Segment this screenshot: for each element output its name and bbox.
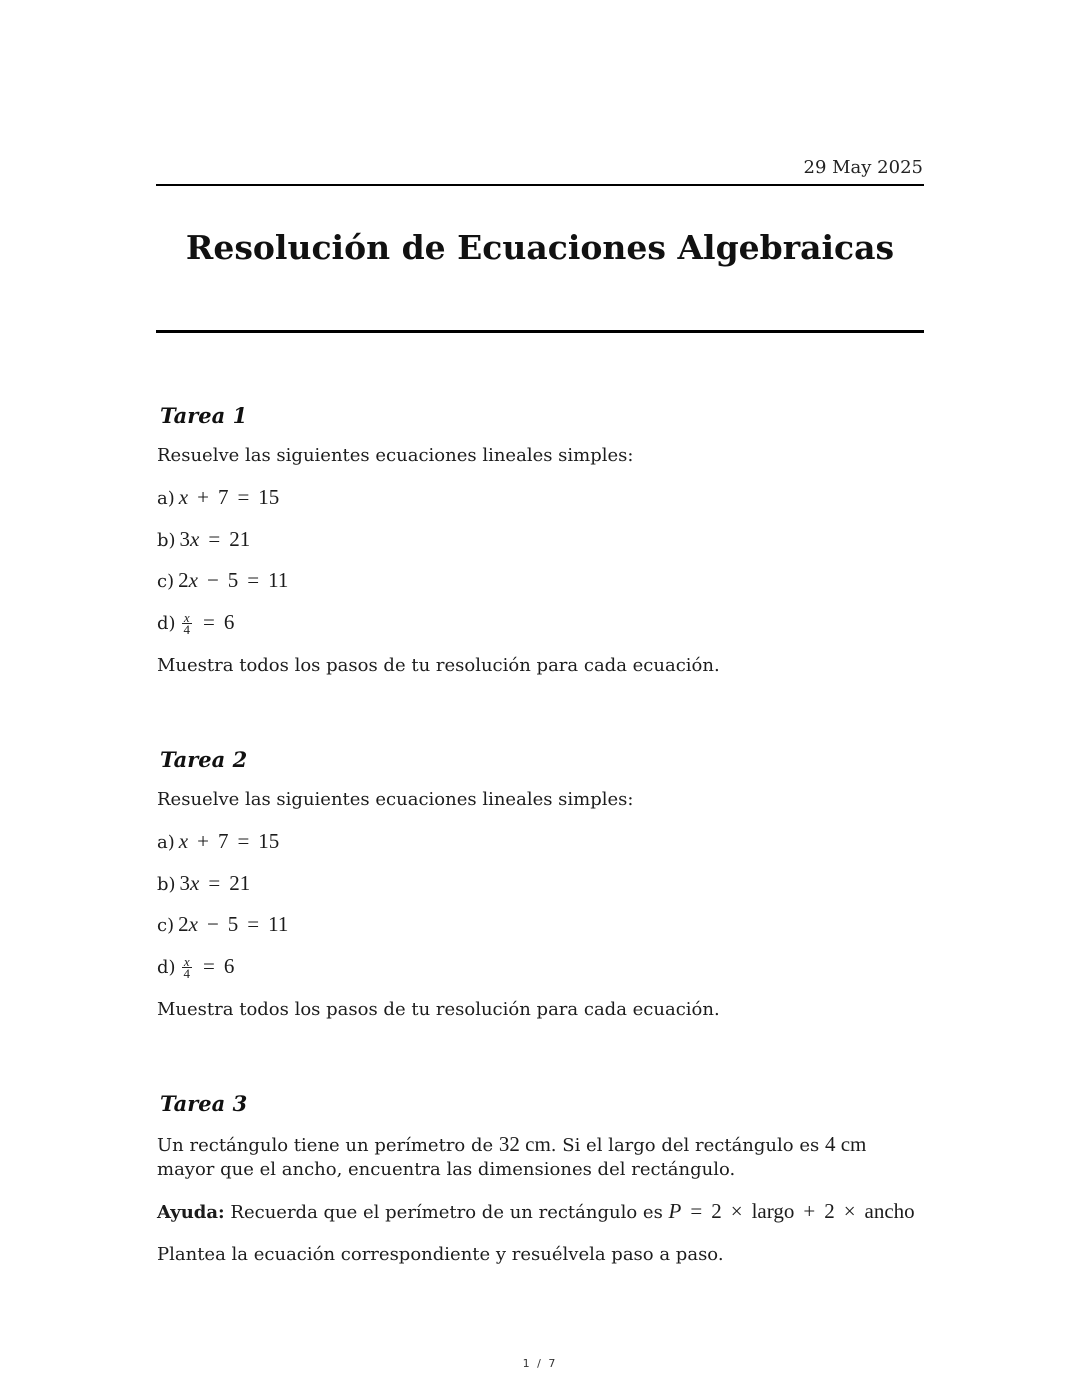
task-2: [157, 747, 927, 1022]
equation-label: a): [157, 832, 175, 853]
coefficient: 2: [178, 568, 189, 592]
fraction-numerator: x: [182, 956, 193, 968]
rhs-value: 6: [223, 609, 235, 634]
page-number: 1 / 7: [522, 1357, 558, 1370]
fraction: [182, 953, 193, 981]
variable: x: [190, 526, 200, 551]
operator: −: [206, 912, 219, 936]
hint-label: Ayuda:: [157, 1202, 225, 1223]
constant: 5: [227, 912, 239, 936]
equation-label: d): [157, 612, 176, 634]
task-1: [157, 403, 927, 678]
fraction-denominator: 4: [183, 965, 191, 981]
task-closing: Muestra todos los pasos de tu resolución para cada ecuación.: [157, 655, 720, 676]
constant: 5: [227, 568, 239, 592]
rhs-value: 11: [268, 912, 289, 936]
equation-b: b) 3x = 21: [157, 526, 251, 551]
equation-a: a) x + 7 = 15: [157, 829, 280, 853]
equation-label: a): [157, 488, 175, 509]
equation-c: c) 2x − 5 = 11: [157, 568, 289, 592]
coefficient: 3: [179, 870, 191, 895]
operator: +: [197, 485, 209, 509]
rhs-value: 15: [258, 829, 280, 853]
equation-d: d) $\frac{x}{4}$ = 6: [157, 609, 235, 637]
equation-label: c): [157, 571, 175, 592]
equation-c: c) 2x − 5 = 11: [157, 912, 289, 936]
rhs-value: 11: [268, 568, 289, 592]
task-heading: Tarea 3: [160, 1091, 248, 1116]
fraction-numerator: x: [182, 612, 193, 624]
task-heading: Tarea 1: [160, 403, 248, 428]
equation-d: d) $\frac{x}{4}$ = 6: [157, 953, 235, 981]
coefficient: 3: [179, 526, 191, 551]
header-rule: [156, 184, 924, 186]
perimeter-formula: P = 2 × largo + 2 × ancho: [668, 1199, 915, 1223]
perimeter-value: 32 cm: [498, 1132, 551, 1156]
task-problem: Un rectángulo tiene un perímetro de 32 cm. Si el largo del rectángulo es 4 cm mayor que el ancho, encuentra las dimensiones del rectángulo.: [157, 1132, 867, 1180]
variable: x: [178, 829, 189, 853]
document-date: 29 May 2025: [803, 157, 923, 178]
fraction-denominator: 4: [183, 621, 191, 637]
task-closing: Muestra todos los pasos de tu resolución para cada ecuación.: [157, 999, 720, 1020]
equation-label: b): [157, 529, 176, 551]
task-closing: Plantea la ecuación correspondiente y resuélvela paso a paso.: [157, 1244, 724, 1265]
equation-label: b): [157, 873, 176, 895]
variable: x: [188, 568, 198, 592]
task-intro: Resuelve las siguientes ecuaciones lineales simples:: [157, 789, 634, 810]
difference-value: 4 cm: [824, 1132, 867, 1156]
variable: x: [178, 485, 189, 509]
task-heading: Tarea 2: [160, 747, 248, 772]
document-title: Resolución de Ecuaciones Algebraicas: [185, 228, 895, 267]
title-rule: [156, 330, 924, 333]
coefficient: 2: [178, 912, 189, 936]
task-intro: Resuelve las siguientes ecuaciones lineales simples:: [157, 445, 634, 466]
rhs-value: 21: [229, 870, 251, 895]
variable: x: [190, 870, 200, 895]
rhs-value: 15: [258, 485, 280, 509]
operator: +: [197, 829, 209, 853]
equation-list: [157, 829, 927, 995]
fraction: [182, 609, 193, 637]
task-3: [157, 1091, 927, 1267]
constant: 7: [217, 829, 229, 853]
task-hint: [157, 1199, 927, 1225]
rhs-value: 6: [223, 953, 235, 978]
equation-label: d): [157, 956, 176, 978]
variable: x: [188, 912, 198, 936]
equation-b: b) 3x = 21: [157, 870, 251, 895]
rhs-value: 21: [229, 526, 251, 551]
operator: −: [206, 568, 219, 592]
equation-a: a) x + 7 = 15: [157, 485, 280, 509]
equation-list: [157, 485, 927, 651]
equation-label: c): [157, 915, 175, 936]
hint-text: Recuerda que el perímetro de un rectángulo es: [224, 1202, 669, 1223]
constant: 7: [217, 485, 229, 509]
